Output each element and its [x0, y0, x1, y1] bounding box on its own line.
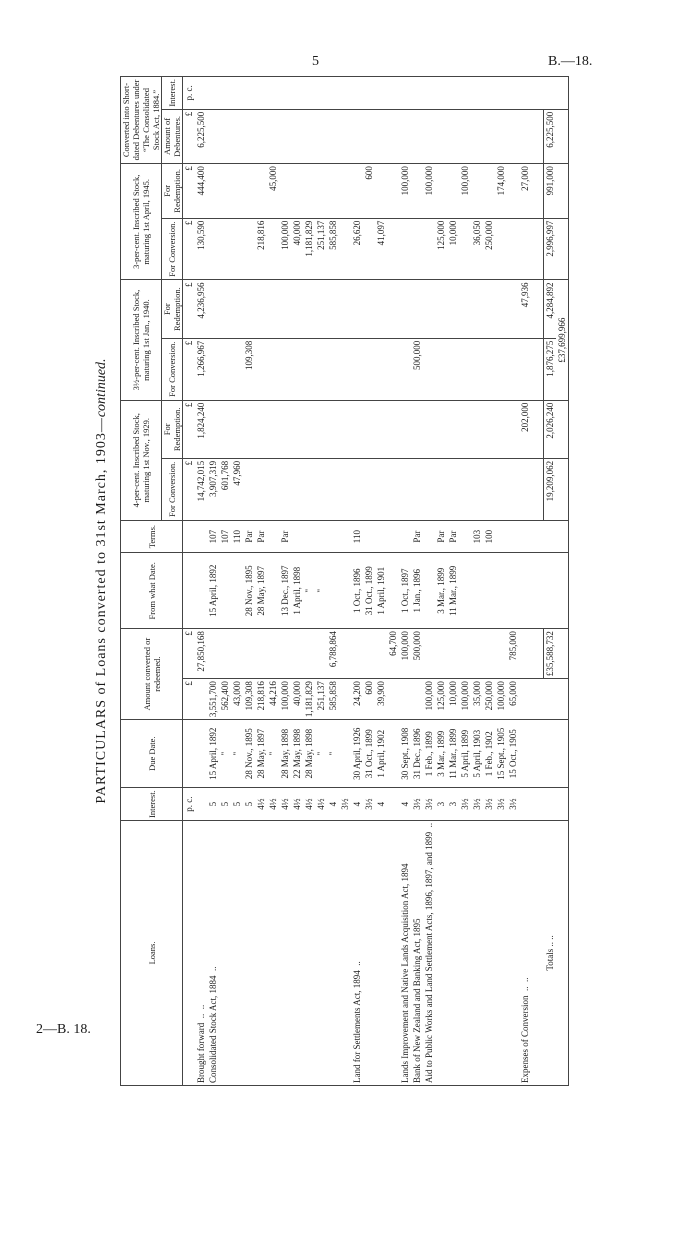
total-3half-red: 4,284,892 [544, 280, 557, 338]
stock-3pc-conversion: 125,000 10,000 36,050 250,000 [423, 218, 519, 280]
amount-converted [519, 679, 531, 720]
from-date [519, 553, 531, 629]
debentures-amount [411, 109, 423, 163]
col-terms: Terms. [121, 520, 183, 553]
interest-rate: 3½ [411, 788, 423, 821]
loan-name: Brought forward .. .. [195, 820, 207, 1085]
stock-3half-redemption: 47,936 [519, 280, 531, 338]
stock-3half-conversion [519, 338, 531, 400]
stock-3pc-conversion [411, 218, 423, 280]
col-loans: Loans. [121, 820, 183, 1085]
debentures-interest [411, 77, 423, 110]
unit-pound: £ [183, 400, 196, 458]
stock-4pc-conversion [423, 458, 519, 520]
unit-pc: p. c. [183, 77, 196, 110]
amount-converted [411, 679, 423, 720]
page-title [94, 76, 110, 1086]
stock-4pc-conversion [411, 458, 423, 520]
unit-pound: £ [183, 218, 196, 280]
stock-3pc-redemption [411, 164, 423, 219]
col-4pc-conv: For Conversion. [162, 458, 183, 520]
due-date: 1 Feb., 1899 3 Mar., 1899 11 Mar., 1899 5 April, 1899 5 April, 1903 1 Feb., 1902 15 Sept., 1905 15 Oct., 1905 [423, 720, 519, 788]
stock-3pc-conversion: 218,816 100,000 40,000 1,181,829 251,137 585,858 [207, 218, 351, 280]
stock-3pc-redemption: 45,000 [207, 164, 351, 219]
debentures-amount [399, 109, 411, 163]
loan-name: Land for Settlements Act, 1894 .. [351, 820, 399, 1085]
stock-4pc-redemption: 1,824,240 [195, 400, 207, 458]
loan-name: Lands Improvement and Native Lands Acquisition Act, 1894 [399, 820, 411, 1085]
loan-name: Expenses of Conversion .. .. [519, 820, 531, 1085]
terms: Par Par 103 100 [423, 520, 519, 553]
total-3half-conv: 1,876,275 [544, 338, 557, 400]
from-date: 3 Mar., 1899 11 Mar., 1899 [423, 553, 519, 629]
stock-3pc-redemption: 100,000 [399, 164, 411, 219]
from-date: 1 Oct., 1896 31 Oct., 1899 1 April, 1901 [351, 553, 399, 629]
stock-3half-conversion [399, 338, 411, 400]
total-debentures: 6,225,500 [544, 109, 557, 163]
stock-3pc-conversion [519, 218, 531, 280]
col-3half-red: For Redemption. [162, 280, 183, 338]
due-date: 15 April, 1892 " " 28 Nov., 1895 28 May, 1897 " 28 May, 1898 22 May, 1898 28 May, 1898 " " [207, 720, 351, 788]
units-row [183, 77, 196, 1086]
stock-4pc-redemption [399, 400, 411, 458]
debentures-interest [519, 77, 531, 110]
debentures-interest [351, 77, 399, 110]
unit-pound: £ [183, 280, 196, 338]
debentures-amount [423, 109, 519, 163]
unit-pound: £ [183, 629, 196, 679]
totals-row [544, 77, 557, 1086]
loan-name: Bank of New Zealand and Banking Act, 1895 [411, 820, 423, 1085]
loans-table [120, 76, 569, 1086]
table-row [411, 77, 423, 1086]
col-3half-conv: For Conversion. [162, 338, 183, 400]
stock-4pc-conversion: 14,742,015 [195, 458, 207, 520]
col-debentures: Amount of Debentures. [162, 109, 183, 163]
amount-converted [399, 679, 411, 720]
amount-subtotal [519, 629, 531, 679]
table-row [351, 77, 399, 1086]
table-row [399, 77, 411, 1086]
stock-3pc-conversion: 26,620 41,097 [351, 218, 399, 280]
page-number: 5 [312, 54, 319, 69]
total-3pc-red: 991,000 [544, 164, 557, 219]
stock-3pc-redemption: 600 [351, 164, 399, 219]
total-4pc-red: 2,026,240 [544, 400, 557, 458]
debentures-interest [207, 77, 351, 110]
terms [399, 520, 411, 553]
terms [195, 520, 207, 553]
col-3pc-conv: For Conversion. [162, 218, 183, 280]
debentures-amount: 6,225,500 [195, 109, 207, 163]
debentures-interest [399, 77, 411, 110]
page-reference: B.—18. [548, 54, 593, 69]
stock-4pc-redemption [423, 400, 519, 458]
unit-pound: £ [183, 109, 196, 163]
stock-3half-conversion: 1,266,967 [195, 338, 207, 400]
stock-3half-redemption [207, 280, 351, 338]
debentures-interest [423, 77, 519, 110]
interest-rate: 4 [399, 788, 411, 821]
amount-converted: 3,551,700 562,400 43,000 109,308 218,816 44,216 100,000 40,000 1,181,829 251,137 585,858 [207, 679, 351, 720]
amount-subtotal: 500,000 [411, 629, 423, 679]
terms: 110 [351, 520, 399, 553]
amount-subtotal: 785,000 [423, 629, 519, 679]
group-4pc: 4-per-cent. Inscribed Stock, maturing 1st Nov., 1929. [121, 400, 162, 520]
total-4pc-conv: 19,209,062 [544, 458, 557, 520]
stock-3half-redemption [399, 280, 411, 338]
interest-rate: 4 3½ 4 [351, 788, 399, 821]
amount-subtotal: 100,000 [399, 629, 411, 679]
unit-pound: £ [183, 679, 196, 720]
amount-subtotal: 27,850,168 [195, 629, 207, 679]
loan-name: Consolidated Stock Act, 1884 .. [207, 820, 351, 1085]
stock-3pc-conversion [399, 218, 411, 280]
title-continued: continued. [94, 358, 109, 418]
loan-name: Aid to Public Works and Land Settlement Acts, 1896, 1897, and 1899 .. [423, 820, 519, 1085]
unit-pound: £ [183, 458, 196, 520]
col-interest: Interest. [121, 788, 183, 821]
amount-converted [195, 679, 207, 720]
interest-rate [195, 788, 207, 821]
due-date: 30 April, 1926 31 Oct., 1899 1 April, 1902 [351, 720, 399, 788]
stock-3half-conversion [351, 338, 399, 400]
terms: 107 107 110 Par Par Par [207, 520, 351, 553]
footer-reference: 2—B. 18. [36, 1022, 91, 1037]
stock-3half-redemption: 4,236,956 [195, 280, 207, 338]
stock-4pc-redemption [207, 400, 351, 458]
table-row [519, 77, 531, 1086]
stock-4pc-conversion [399, 458, 411, 520]
loan-rows [195, 77, 531, 1086]
total-amount: £35,588,732 [544, 629, 557, 679]
due-date: 30 Sept., 1908 [399, 720, 411, 788]
stock-3pc-redemption: 444,400 [195, 164, 207, 219]
col-amount: Amount converted or redeemed. [121, 629, 183, 720]
totals-label: Totals .. .. [544, 820, 557, 1085]
table-row [423, 77, 519, 1086]
due-date [519, 720, 531, 788]
interest-rate: 3½ 3 3 3½ 3½ 3½ 3½ 3½ [423, 788, 519, 821]
stock-3pc-redemption: 27,000 [519, 164, 531, 219]
amount-converted: 24,200 600 39,900 [351, 679, 399, 720]
from-date [195, 553, 207, 629]
amount-subtotal: 6,788,864 [207, 629, 351, 679]
unit-pound: £ [183, 338, 196, 400]
stock-3half-redemption [423, 280, 519, 338]
stock-4pc-redemption [411, 400, 423, 458]
due-date: 31 Dec., 1896 [411, 720, 423, 788]
stock-4pc-conversion: 3,907,319 601,768 47,960 [207, 458, 351, 520]
debentures-amount [351, 109, 399, 163]
group-3half-pc: 3½-per-cent. Inscribed Stock, maturing 1st Jan., 1940. [121, 280, 162, 400]
title-main: PARTICULARS of Loans converted to 31st March, 1903— [94, 417, 109, 804]
col-deb-interest: Interest. [162, 77, 183, 110]
due-date [195, 720, 207, 788]
interest-rate: 5 5 5 5 4½ 4½ 4½ 4½ 4½ 4½ 4 3½ [207, 788, 351, 821]
stock-3half-redemption [411, 280, 423, 338]
stock-4pc-conversion [519, 458, 531, 520]
stock-3pc-conversion: 130,590 [195, 218, 207, 280]
debentures-interest [195, 77, 207, 110]
from-date: 1 Oct., 1897 [399, 553, 411, 629]
amount-converted: 100,000 125,000 10,000 100,000 35,000 250,000 100,000 65,000 [423, 679, 519, 720]
rotated-table-region [90, 76, 594, 1086]
col-3pc-red: For Redemption. [162, 164, 183, 219]
col-due-date: Due Date. [121, 720, 183, 788]
stock-3half-conversion: 500,000 [411, 338, 423, 400]
table-row [207, 77, 351, 1086]
group-converted: Converted into Short-dated Debentures under “The Consolidated Stock Act, 1884.” [121, 77, 162, 164]
stock-4pc-redemption [351, 400, 399, 458]
interest-rate [519, 788, 531, 821]
grand-total-row [556, 77, 569, 1086]
terms: Par [411, 520, 423, 553]
group-3pc: 3-per-cent. Inscribed Stock, maturing 1st April, 1945. [121, 164, 162, 280]
debentures-amount [519, 109, 531, 163]
stock-4pc-conversion [351, 458, 399, 520]
unit-pc: p. c. [183, 788, 196, 821]
stock-4pc-redemption: 202,000 [519, 400, 531, 458]
from-date: 1 Jan., 1896 [411, 553, 423, 629]
amount-subtotal: 64,700 [351, 629, 399, 679]
unit-pound: £ [183, 164, 196, 219]
stock-3pc-redemption: 100,000 100,000 174,000 [423, 164, 519, 219]
grand-total: £37,699,966 [556, 280, 569, 400]
debentures-amount [207, 109, 351, 163]
total-3pc-conv: 2,996,997 [544, 218, 557, 280]
stock-3half-redemption [351, 280, 399, 338]
table-row [195, 77, 207, 1086]
col-4pc-red: For Redemption. [162, 400, 183, 458]
stock-3half-conversion [423, 338, 519, 400]
from-date: 15 April, 1892 28 Nov., 1895 28 May, 1897 13 Dec., 1897 1 April, 1898 " " [207, 553, 351, 629]
terms [519, 520, 531, 553]
col-from-date: From what Date. [121, 553, 183, 629]
stock-3half-conversion: 109,308 [207, 338, 351, 400]
